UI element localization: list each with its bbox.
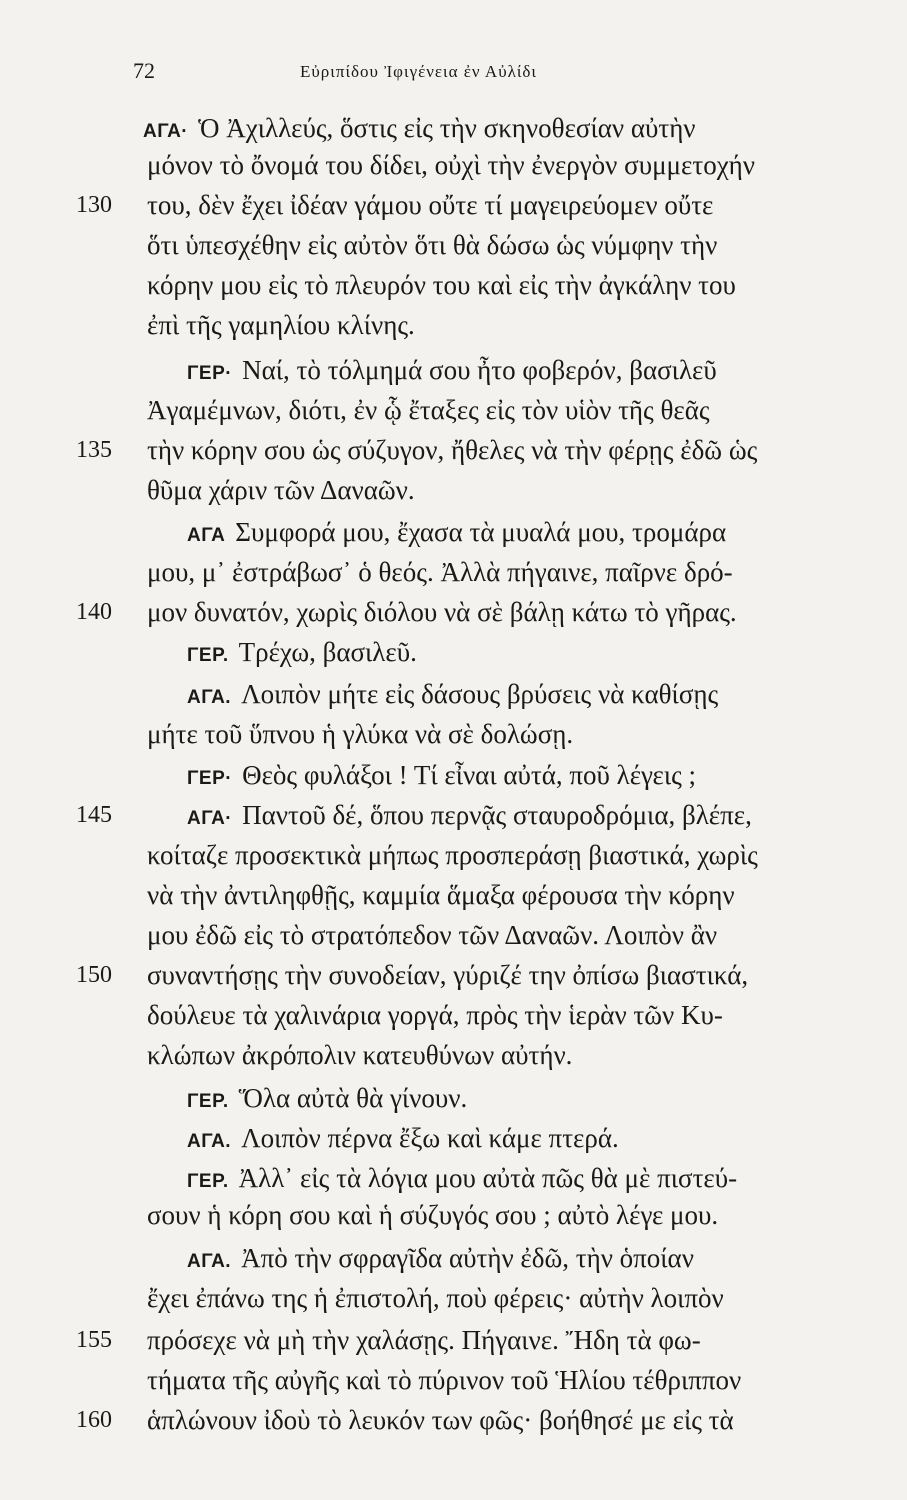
text-line bbox=[187, 757, 877, 793]
text-line bbox=[137, 307, 877, 343]
line-text: τὴν κόρην σου ὡς σύζυγον, ἤθελες νὰ τὴν φέρῃς ἐδῶ ὡς bbox=[147, 435, 758, 465]
text-line bbox=[137, 917, 877, 953]
line-number: 130 bbox=[76, 192, 112, 218]
line-text: Ὅλα αὐτὰ θὰ γίνουν. bbox=[238, 1083, 468, 1113]
speaker-label: ΓΕΡ· bbox=[187, 768, 233, 789]
text-line bbox=[187, 352, 877, 388]
text-line bbox=[137, 997, 877, 1033]
text-line bbox=[187, 514, 877, 550]
line-text: πρόσεχε νὰ μὴ τὴν χαλάσῃς. Πήγαινε. Ἤδη τὰ φω- bbox=[147, 1325, 701, 1355]
line-text: Ἀγαμέμνων, διότι, ἐν ᾧ ἔταξες εἰς τὸν υἱὸν τῆς θεᾶς bbox=[147, 395, 710, 425]
text-line bbox=[187, 1120, 877, 1156]
line-number: 145 bbox=[76, 802, 112, 828]
text-line bbox=[137, 1280, 877, 1316]
text-line bbox=[187, 1240, 877, 1276]
text-line bbox=[137, 1197, 877, 1233]
speaker-label: ΑΓΑ. bbox=[187, 687, 232, 708]
text-line bbox=[143, 110, 878, 146]
line-text: σουν ἡ κόρη σου καὶ ἡ σύζυγός σου ; αὐτὸ λέγε μου. bbox=[147, 1200, 719, 1230]
page-header bbox=[0, 58, 907, 92]
line-text: Συμφορά μου, ἔχασα τὰ μυαλά μου, τρομάρα bbox=[235, 517, 727, 547]
line-text: ἔχει ἐπάνω της ἡ ἐπιστολή, ποὺ φέρεις· αὐτὴν λοιπὸν bbox=[147, 1283, 724, 1313]
line-number: 155 bbox=[76, 1327, 112, 1353]
line-text: κόρην μου εἰς τὸ πλευρόν του καὶ εἰς τὴν ἀγκάλην του bbox=[147, 270, 736, 300]
text-line bbox=[187, 1080, 877, 1116]
line-text: μου, μ᾿ ἐστράβωσ᾿ ὁ θεός. Ἀλλὰ πήγαινε, παῖρνε δρό- bbox=[147, 557, 733, 587]
text-line bbox=[137, 1362, 877, 1398]
text-line bbox=[137, 837, 877, 873]
text-line bbox=[137, 472, 877, 508]
line-text: κλώπων ἀκρόπολιν κατευθύνων αὐτήν. bbox=[147, 1040, 573, 1070]
line-text: μον δυνατόν, χωρὶς διόλου νὰ σὲ βάλῃ κάτω τὸ γῆρας. bbox=[147, 597, 737, 627]
line-text: τήματα τῆς αὐγῆς καὶ τὸ πύρινον τοῦ Ἡλίου τέθριππον bbox=[147, 1365, 742, 1395]
line-number: 135 bbox=[76, 437, 112, 463]
line-text: Παντοῦ δέ, ὅπου περνᾷς σταυροδρόμια, βλέπε, bbox=[242, 800, 752, 830]
speaker-label: ΑΓΑ. bbox=[187, 1131, 232, 1152]
text-line bbox=[137, 1402, 877, 1438]
page-number: 72 bbox=[133, 58, 155, 83]
line-text: μήτε τοῦ ὕπνου ἡ γλύκα νὰ σὲ δολώσῃ. bbox=[147, 719, 574, 749]
speaker-label: ΑΓΑ· bbox=[187, 808, 233, 829]
line-text: Ἀπὸ τὴν σφραγῖδα αὐτὴν ἐδῶ, τὴν ὁποίαν bbox=[241, 1243, 694, 1273]
line-text: μου ἐδῶ εἰς τὸ στρατόπεδον τῶν Δαναῶν. Λοιπὸν ἂν bbox=[147, 920, 718, 950]
line-text: συναντήσῃς τὴν συνοδείαν, γύριζέ την ὀπίσω βιαστικά, bbox=[147, 960, 749, 990]
line-text: ὅτι ὑπεσχέθην εἰς αὐτὸν ὅτι θὰ δώσω ὡς νύμφην τὴν bbox=[147, 230, 718, 260]
text-line bbox=[137, 267, 877, 303]
text-line bbox=[137, 594, 877, 630]
line-text: θῦμα χάριν τῶν Δαναῶν. bbox=[147, 475, 415, 505]
speaker-label: ΑΓΑ. bbox=[187, 1251, 232, 1272]
line-text: Λοιπὸν πέρνα ἔξω καὶ κάμε πτερά. bbox=[241, 1123, 619, 1153]
line-number: 160 bbox=[76, 1407, 112, 1433]
speaker-label: ΑΓΑ· bbox=[143, 121, 189, 142]
text-line bbox=[137, 957, 877, 993]
speaker-label: ΓΕΡ. bbox=[187, 1171, 229, 1192]
speaker-label: ΓΕΡ· bbox=[187, 363, 233, 384]
text-line bbox=[137, 1322, 877, 1358]
line-number: 140 bbox=[76, 599, 112, 625]
speaker-label: ΓΕΡ. bbox=[187, 1091, 229, 1112]
running-title: Εὐριπίδου Ἰφιγένεια ἐν Αὐλίδι bbox=[300, 62, 538, 81]
speaker-label: ΓΕΡ. bbox=[187, 645, 229, 666]
speaker-label: ΑΓΑ bbox=[187, 525, 226, 546]
line-text: Λοιπὸν μήτε εἰς δάσους βρύσεις νὰ καθίσῃς bbox=[241, 679, 719, 709]
text-line bbox=[187, 676, 877, 712]
line-text: Ἀλλ᾿ εἰς τὰ λόγια μου αὐτὰ πῶς θὰ μὲ πιστεύ- bbox=[238, 1163, 738, 1193]
line-number: 150 bbox=[76, 962, 112, 988]
text-line bbox=[187, 797, 877, 833]
text-line bbox=[137, 227, 877, 263]
text-line bbox=[137, 432, 877, 468]
text-line bbox=[137, 877, 877, 913]
text-line bbox=[137, 147, 877, 183]
line-text: δούλευε τὰ χαλινάρια γοργά, πρὸς τὴν ἱερὰν τῶν Κυ- bbox=[147, 1000, 723, 1030]
text-line bbox=[137, 716, 877, 752]
text-line bbox=[137, 554, 877, 590]
text-line bbox=[137, 1037, 877, 1073]
line-text: ἁπλώνουν ἰδοὺ τὸ λευκόν των φῶς· βοήθησέ με εἰς τὰ bbox=[147, 1405, 734, 1435]
line-text: νὰ τὴν ἀντιληφθῇς, καμμία ἅμαξα φέρουσα τὴν κόρην bbox=[147, 880, 735, 910]
text-line bbox=[187, 1160, 877, 1196]
text-line bbox=[187, 634, 877, 670]
text-line bbox=[137, 187, 877, 223]
line-text: Ναί, τὸ τόλμημά σου ἦτο φοβερόν, βασιλεῦ bbox=[242, 355, 717, 385]
line-text: του, δὲν ἔχει ἰδέαν γάμου οὔτε τί μαγειρεύομεν οὔτε bbox=[147, 190, 714, 220]
line-text: Θεὸς φυλάξοι ! Τί εἶναι αὐτά, ποῦ λέγεις ; bbox=[242, 760, 697, 790]
line-text: Τρέχω, βασιλεῦ. bbox=[238, 637, 417, 667]
line-text: ἐπὶ τῆς γαμηλίου κλίνης. bbox=[147, 310, 415, 340]
line-text: Ὁ Ἀχιλλεύς, ὅστις εἰς τὴν σκηνοθεσίαν αὐτὴν bbox=[198, 113, 696, 143]
line-text: μόνον τὸ ὄνομά του δίδει, οὐχὶ τὴν ἐνεργὸν συμμετοχήν bbox=[147, 150, 756, 180]
text-line bbox=[137, 392, 877, 428]
line-text: κοίταζε προσεκτικὰ μήπως προσπεράσῃ βιαστικά, χωρὶς bbox=[147, 840, 758, 870]
